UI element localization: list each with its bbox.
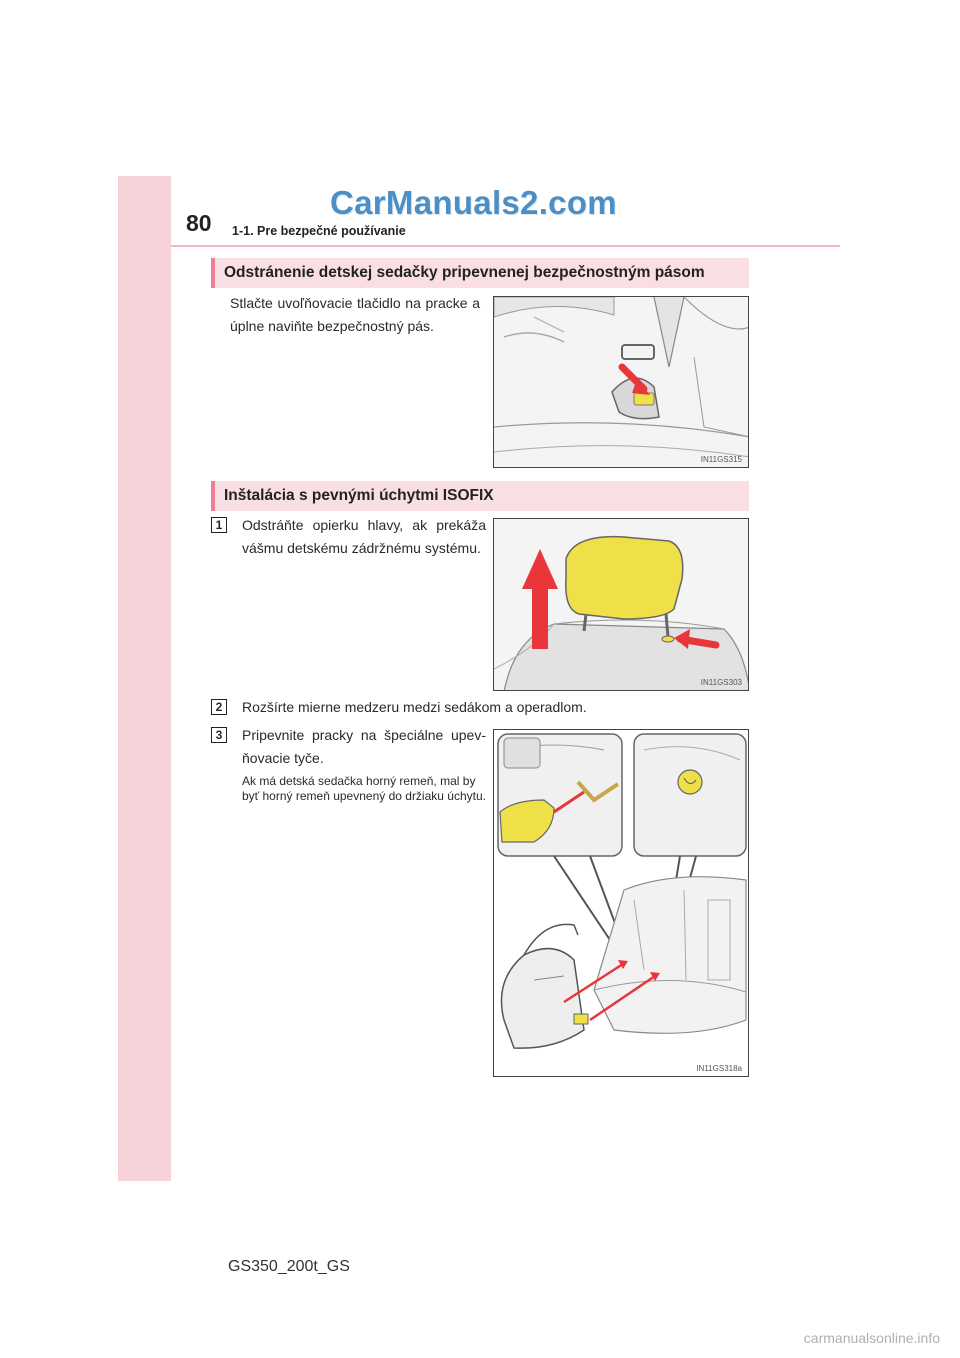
footer-model: GS350_200t_GS <box>228 1258 350 1275</box>
step-number-3: 3 <box>211 727 227 743</box>
figure-code: IN11GS303 <box>700 678 742 687</box>
removal-instruction: Stlačte uvoľňovacie tlačidlo na pracke a úplne naviňte bezpečnostný pás. <box>230 295 480 334</box>
header-rule <box>171 245 840 247</box>
figure-seatbelt-buckle <box>493 296 749 468</box>
step-number-1: 1 <box>211 517 227 533</box>
section-heading-isofix: Inštalácia s pevnými úchytmi ISOFIX <box>211 481 749 511</box>
section-heading-removal: Odstránenie detskej sedačky pripevnenej bezpečnostným pásom <box>211 258 749 288</box>
step-3-note: Ak má detská sedačka horný remeň, mal by byť horný remeň upevnený do držiaku úchytu. <box>242 774 486 803</box>
figure-headrest-removal <box>493 518 749 691</box>
figure-code: IN11GS318a <box>696 1064 742 1073</box>
step-3-text: Pripevnite pracky na špeciálne upev- ňovacie tyče. <box>242 727 486 766</box>
chapter-title: 1-1. Pre bezpečné používanie <box>232 224 406 238</box>
step-2-text: Rozšírte mierne medzeru medzi sedákom a operadlom. <box>242 699 587 715</box>
step-1-text: Odstráňte opierku hlavy, ak prekáža vášmu detskému zádržnému systému. <box>242 517 486 556</box>
side-tab <box>118 176 171 1181</box>
figure-isofix-install <box>493 729 749 1077</box>
headrest-illustration <box>494 519 749 691</box>
isofix-illustration <box>494 730 749 1077</box>
page-number: 80 <box>186 210 212 236</box>
watermark-logo: CarManuals2.com <box>330 184 617 221</box>
figure-code: IN11GS315 <box>700 455 742 464</box>
footer-site: carmanualsonline.info <box>803 1330 940 1346</box>
seatbelt-buckle-illustration <box>494 297 749 468</box>
step-number-2: 2 <box>211 699 227 715</box>
